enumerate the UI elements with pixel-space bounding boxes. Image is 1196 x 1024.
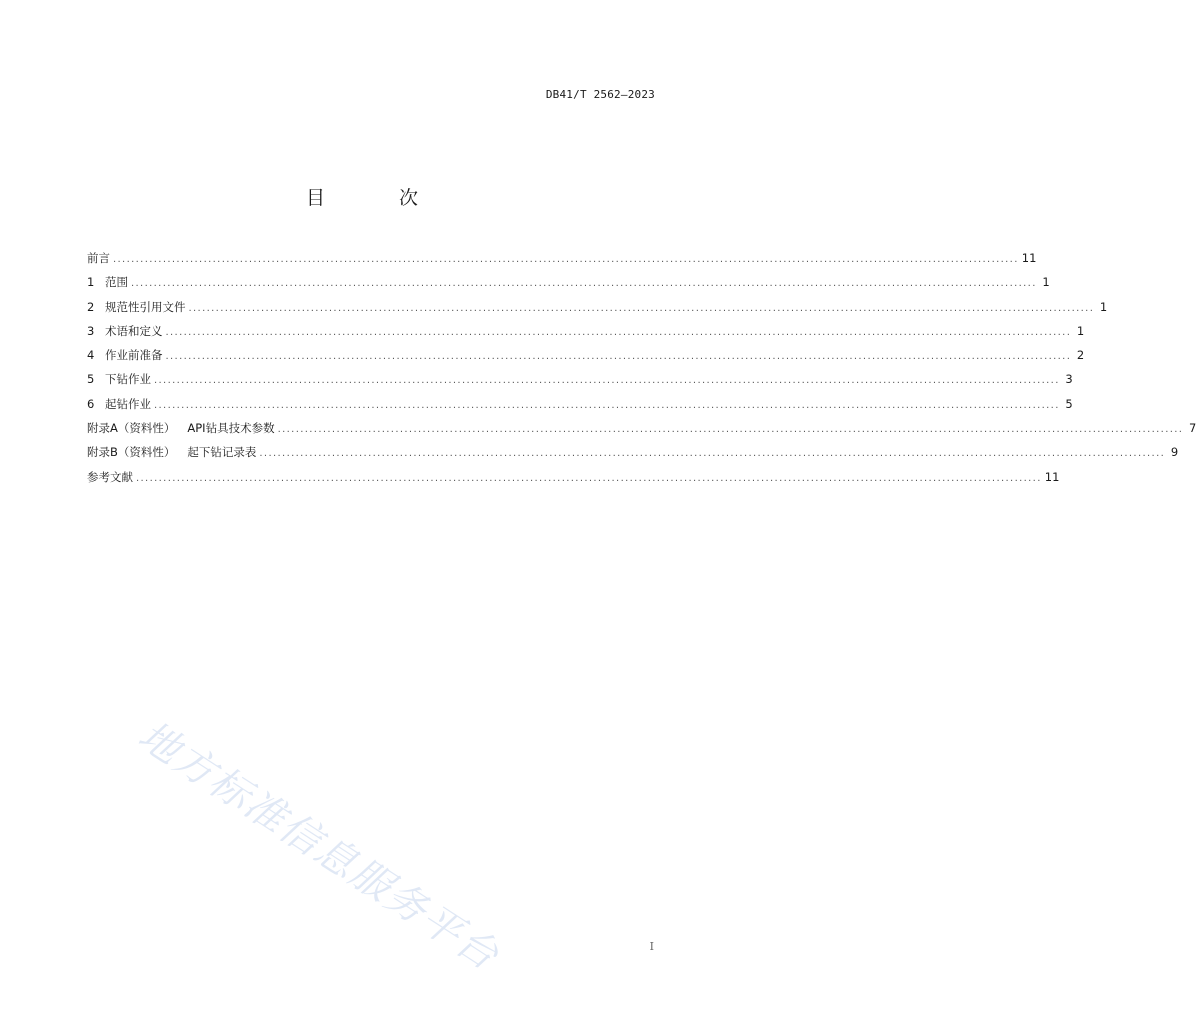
dot-leader: ........................................................................................................................................................................................................ xyxy=(131,278,1037,290)
toc-entry-label: 附录A（资料性） xyxy=(87,421,176,436)
toc-entry-normative-references[interactable] xyxy=(87,298,1108,322)
toc-entry-appendix-a[interactable] xyxy=(87,419,1196,443)
toc-entry-page: 3 xyxy=(1065,372,1073,387)
toc-entry-page: 1 xyxy=(1099,299,1108,314)
toc-entry-page: 7 xyxy=(1189,421,1196,436)
toc-entry-preparation[interactable] xyxy=(87,346,1085,370)
toc-entry-label: 作业前准备 xyxy=(105,348,163,363)
toc-entry-page: 5 xyxy=(1065,396,1073,411)
toc-entry-scope[interactable] xyxy=(87,273,1050,297)
toc-entry-terms-definitions[interactable] xyxy=(87,322,1085,346)
document-code: DB41/T 2562—2023 xyxy=(545,88,655,101)
dot-leader: ........................................................................................................................................................................................................ xyxy=(136,472,1042,484)
dot-leader: ........................................................................................................................................................................................................ xyxy=(154,399,1060,411)
toc-entry-label: 起钻作业 xyxy=(105,396,151,411)
dot-leader: ........................................................................................................................................................................................................ xyxy=(165,326,1072,338)
toc-entry-run-in[interactable] xyxy=(87,370,1073,394)
toc-entry-label: 参考文献 xyxy=(87,469,133,484)
dot-leader: ........................................................................................................................................................................................................ xyxy=(277,424,1184,436)
toc-entry-number: 2 xyxy=(87,299,95,314)
toc-entry-page: 9 xyxy=(1170,445,1179,460)
table-of-contents xyxy=(87,249,1196,492)
dot-leader: ........................................................................................................................................................................................................ xyxy=(188,302,1095,314)
dot-leader: ........................................................................................................................................................................................................ xyxy=(259,448,1166,460)
toc-entry-subtitle: API钻具技术参数 xyxy=(187,421,275,436)
watermark: 地方标准信息服务平台 xyxy=(130,712,508,980)
toc-entry-pull-out[interactable] xyxy=(87,395,1073,419)
dot-leader: ........................................................................................................................................................................................................ xyxy=(113,254,1019,265)
toc-entry-page: 1 xyxy=(1042,275,1050,290)
toc-entry-label: 范围 xyxy=(105,275,128,290)
toc-entry-page: 11 xyxy=(1021,251,1037,265)
toc-entry-preface[interactable] xyxy=(87,249,1037,273)
toc-entry-number: 1 xyxy=(87,275,95,290)
toc-entry-page: 1 xyxy=(1076,323,1085,338)
page-title: 目 次 xyxy=(305,187,453,209)
toc-entry-label: 下钻作业 xyxy=(105,372,151,387)
toc-entry-number: 5 xyxy=(87,372,95,387)
toc-entry-label: 附录B（资料性） xyxy=(87,445,176,460)
toc-entry-label: 规范性引用文件 xyxy=(105,299,186,314)
toc-entry-number: 6 xyxy=(87,396,95,411)
toc-entry-number: 3 xyxy=(87,323,95,338)
toc-entry-subtitle: 起下钻记录表 xyxy=(187,445,257,460)
dot-leader: ........................................................................................................................................................................................................ xyxy=(165,351,1072,363)
toc-entry-label: 术语和定义 xyxy=(105,323,163,338)
toc-entry-number: 4 xyxy=(87,348,95,363)
dot-leader: ........................................................................................................................................................................................................ xyxy=(154,375,1060,387)
toc-entry-label: 前言 xyxy=(87,251,110,265)
page-number: I xyxy=(649,940,654,953)
toc-entry-page: 11 xyxy=(1044,469,1060,484)
toc-entry-bibliography[interactable] xyxy=(87,468,1060,492)
toc-entry-appendix-b[interactable] xyxy=(87,443,1179,467)
toc-entry-page: 2 xyxy=(1076,348,1085,363)
